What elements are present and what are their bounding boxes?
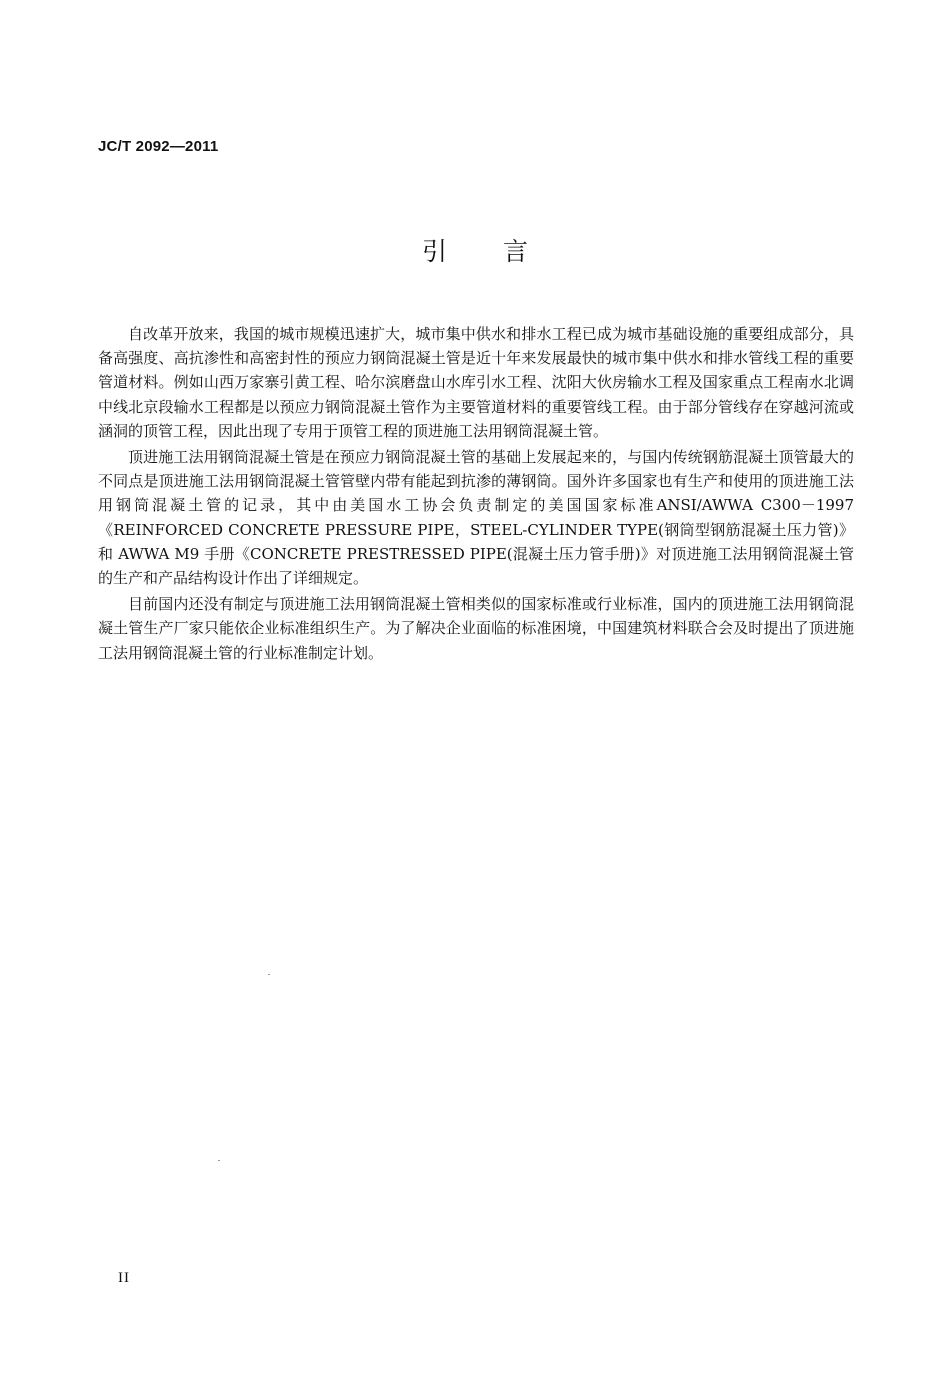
paragraph-1: 自改革开放来，我国的城市规模迅速扩大，城市集中供水和排水工程已成为城市基础设施的重要组成部分，具备高强度、高抗渗性和高密封性的预应力钢筒混凝土管是近十年来发展最快的城市集中供水和排水管线工程的重要管道材料。例如山西万家寨引黄工程、哈尔滨磨盘山水库引水工程、沈阳大伙房输水工程及国家重点工程南水北调中线北京段输水工程都是以预应力钢筒混凝土管作为主要管道材料的重要管线工程。由于部分管线存在穿越河流或涵洞的顶管工程，因此出现了专用于顶管工程的顶进施工法用钢筒混凝土管。: [98, 325, 854, 440]
section-title-char-1: 引: [421, 237, 447, 266]
section-title-char-2: 言: [503, 237, 529, 266]
paragraph-3: 目前国内还没有制定与顶进施工法用钢筒混凝土管相类似的国家标准或行业标准，国内的顶进施工法用钢筒混凝土管生产厂家只能依企业标准组织生产。为了解决企业面临的标准困境，中国建筑材料联合会及时提出了顶进施工法用钢筒混凝土管的行业标准制定计划。: [98, 595, 854, 662]
paragraph-2: 顶进施工法用钢筒混凝土管是在预应力钢筒混凝土管的基础上发展起来的，与国内传统钢筋混凝土顶管最大的不同点是顶进施工法用钢筒混凝土管管壁内带有能起到抗渗的薄钢筒。国外许多国家也有生产和使用的顶进施工法用钢筒混凝土管的记录，其中由美国水工协会负责制定的美国国家标准ANSI/AWWA C300－1997《REINFORCED CONCRETE PRESSURE PIPE，STEEL-CYLINDER TYPE(钢筒型钢筋混凝土压力管)》和 AWWA M9 手册《CONCRETE PRESTRESSED PIPE(混凝土压力管手册)》对顶进施工法用钢筒混凝土管的生产和产品结构设计作出了详细规定。: [98, 448, 854, 588]
page-number: II: [118, 1270, 130, 1286]
standard-code: JC/T 2092—2011: [98, 138, 219, 155]
introduction-body: [98, 322, 854, 667]
scan-speck: [268, 974, 270, 975]
section-title: [0, 232, 950, 268]
scan-speck: [218, 1160, 220, 1161]
